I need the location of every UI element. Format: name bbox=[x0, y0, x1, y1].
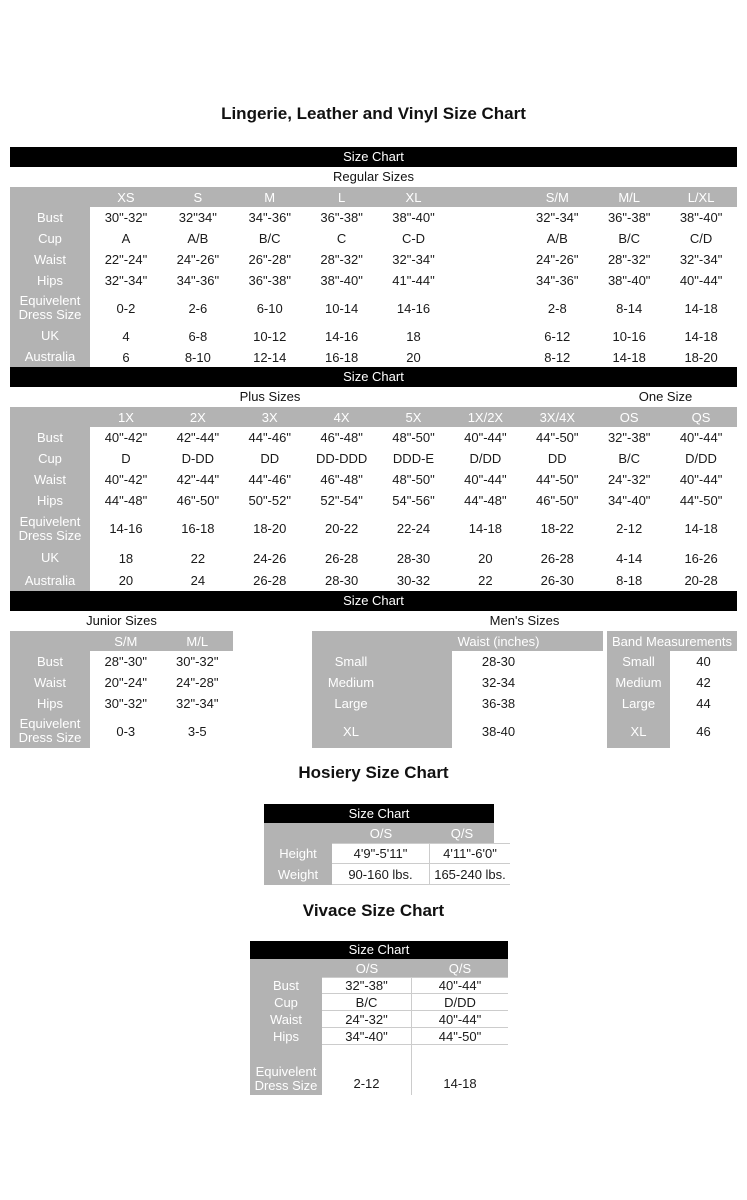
table-cell: 0-3 bbox=[116, 723, 136, 739]
table-cell: 46"-50" bbox=[176, 493, 220, 508]
mens-header-row bbox=[312, 631, 737, 651]
empty-cell bbox=[449, 228, 521, 249]
column-header: OS bbox=[593, 407, 665, 427]
table-cell: 52"-54" bbox=[320, 493, 363, 508]
table-cell: 26"-28" bbox=[248, 252, 291, 267]
table-cell: 24 bbox=[190, 573, 206, 588]
table-row bbox=[10, 714, 233, 748]
plus-header-row bbox=[10, 407, 737, 427]
table-cell: 44"-50" bbox=[412, 1028, 508, 1045]
table-cell: 41"-44" bbox=[392, 273, 435, 288]
empty-cell bbox=[250, 1045, 322, 1060]
table-cell: 165-240 lbs. bbox=[430, 864, 510, 885]
column-header: L/XL bbox=[665, 187, 737, 207]
row-label: Bust bbox=[10, 427, 90, 448]
table-cell: 44 bbox=[696, 696, 711, 711]
row-label: Waist bbox=[10, 672, 90, 693]
table-cell: 20 bbox=[406, 349, 421, 365]
table-cell: 34"-40" bbox=[322, 1028, 412, 1045]
table-cell: 36"-38" bbox=[248, 273, 291, 288]
table-cell: 38-40 bbox=[481, 723, 516, 739]
table-cell: 46"-50" bbox=[536, 493, 579, 508]
empty-cell bbox=[449, 325, 521, 347]
table-cell: 18-20 bbox=[253, 521, 287, 536]
column-header: 1X/2X bbox=[449, 407, 521, 427]
empty-cell bbox=[322, 1045, 412, 1060]
table-cell: 42"-44" bbox=[176, 430, 220, 445]
table-cell: 32"-38" bbox=[607, 430, 651, 445]
table-row bbox=[10, 490, 737, 511]
table-cell: 10-16 bbox=[612, 328, 646, 344]
one-size-heading: One Size bbox=[638, 389, 693, 404]
lingerie-size-table bbox=[10, 147, 737, 611]
table-cell: 12-14 bbox=[253, 349, 287, 365]
table-cell: 90-160 lbs. bbox=[332, 864, 430, 885]
table-cell: 14-16 bbox=[324, 328, 359, 344]
size-chart-bar: Size Chart bbox=[10, 367, 737, 387]
table-row bbox=[10, 207, 737, 228]
table-cell: 44"-48" bbox=[464, 493, 507, 508]
table-cell: 0-2 bbox=[116, 300, 136, 316]
column-header: Q/S bbox=[412, 959, 508, 977]
table-cell: 14-18 bbox=[612, 349, 646, 365]
table-cell: D-DD bbox=[181, 451, 215, 466]
regular-sizes-heading: Regular Sizes bbox=[333, 169, 414, 184]
hosiery-size-table bbox=[264, 804, 510, 885]
table-cell: 40"-44" bbox=[464, 430, 507, 445]
table-cell: 18-20 bbox=[684, 349, 718, 365]
table-cell: D/DD bbox=[412, 994, 508, 1011]
column-header: XS bbox=[90, 187, 162, 207]
table-cell: 30"-32" bbox=[104, 210, 148, 225]
table-row bbox=[312, 693, 737, 714]
junior-mens-heading-row bbox=[10, 611, 737, 631]
table-cell: 16-18 bbox=[324, 349, 359, 365]
table-cell: 38"-40" bbox=[392, 210, 435, 225]
table-cell: 40"-44" bbox=[464, 472, 507, 487]
table-cell: 26-28 bbox=[253, 573, 287, 588]
table-cell: 26-28 bbox=[540, 550, 574, 566]
table-cell: 32"-34" bbox=[392, 252, 435, 267]
table-cell: 20 bbox=[478, 550, 493, 566]
table-cell: 18 bbox=[406, 328, 421, 344]
table-cell: 16-26 bbox=[684, 550, 718, 566]
table-row bbox=[10, 249, 737, 270]
row-label: Cup bbox=[250, 994, 322, 1011]
table-cell: 20-28 bbox=[684, 573, 718, 588]
table-cell: 14-18 bbox=[684, 300, 718, 316]
table-cell: 32"-34" bbox=[536, 210, 579, 225]
empty-cell bbox=[449, 187, 521, 207]
table-cell: 32"-38" bbox=[322, 977, 412, 994]
column-header: M/L bbox=[162, 631, 234, 651]
table-cell: 22 bbox=[190, 550, 206, 566]
row-label: Hips bbox=[250, 1028, 322, 1045]
table-cell: 3-5 bbox=[187, 723, 207, 739]
table-cell: 10-12 bbox=[253, 328, 287, 344]
page-title: Lingerie, Leather and Vinyl Size Chart bbox=[221, 104, 526, 123]
table-cell: 20-22 bbox=[324, 521, 359, 536]
table-cell: 22"-24" bbox=[104, 252, 148, 267]
table-cell: 40"-44" bbox=[679, 273, 723, 288]
row-label: Height bbox=[264, 843, 332, 864]
column-header: 5X bbox=[378, 407, 450, 427]
empty-cell bbox=[264, 823, 332, 843]
junior-header-row bbox=[10, 631, 233, 651]
table-cell: 6-12 bbox=[544, 328, 571, 344]
column-header: Waist (inches) bbox=[452, 631, 603, 651]
column-header: S/M bbox=[90, 631, 162, 651]
table-cell: 24"-28" bbox=[176, 675, 219, 690]
size-chart-bar: Size Chart bbox=[10, 147, 737, 167]
table-row bbox=[10, 228, 737, 249]
table-cell: 4-14 bbox=[616, 550, 643, 566]
row-label: XL bbox=[312, 714, 452, 748]
empty-cell bbox=[449, 207, 521, 228]
table-cell: 24"-32" bbox=[322, 1011, 412, 1028]
table-cell: B/C bbox=[258, 231, 281, 246]
table-row bbox=[10, 570, 737, 591]
table-cell: 24"-26" bbox=[176, 252, 220, 267]
table-cell: 2-6 bbox=[188, 300, 208, 316]
row-label: Cup bbox=[10, 228, 90, 249]
table-cell: 30-32 bbox=[396, 573, 431, 588]
table-cell: 40"-42" bbox=[104, 472, 148, 487]
row-label: Waist bbox=[10, 469, 90, 490]
table-cell: 36"-38" bbox=[607, 210, 651, 225]
table-cell: 16-18 bbox=[181, 521, 215, 536]
column-header: M/L bbox=[593, 187, 665, 207]
table-cell: 40"-44" bbox=[679, 472, 723, 487]
mens-size-table bbox=[312, 631, 737, 748]
table-cell: D bbox=[121, 451, 131, 466]
empty-cell bbox=[449, 291, 521, 325]
table-cell: 28-30 bbox=[324, 573, 359, 588]
table-cell: 44"-48" bbox=[104, 493, 148, 508]
table-cell: 28-30 bbox=[396, 550, 431, 566]
table-row bbox=[312, 714, 737, 748]
row-label: Australia bbox=[10, 347, 90, 367]
row-label: Large bbox=[312, 693, 452, 714]
row-label: Large bbox=[607, 693, 670, 714]
table-cell: A/B bbox=[546, 231, 568, 246]
table-cell: 24"-26" bbox=[536, 252, 579, 267]
table-cell: 28"-30" bbox=[104, 654, 147, 669]
plus-sizes-heading: Plus Sizes bbox=[239, 389, 301, 404]
table-cell: 46 bbox=[696, 723, 711, 739]
table-cell: 14-18 bbox=[443, 1076, 477, 1091]
table-row bbox=[10, 325, 737, 347]
table-cell: 32"-34" bbox=[176, 696, 219, 711]
empty-cell bbox=[10, 407, 90, 427]
table-cell: DD-DDD bbox=[315, 451, 368, 466]
table-cell: 42 bbox=[696, 675, 711, 690]
column-header: 4X bbox=[306, 407, 378, 427]
size-chart-bar: Size Chart bbox=[264, 804, 494, 823]
empty-cell bbox=[10, 387, 90, 407]
vivace-size-table bbox=[250, 941, 508, 1095]
table-cell: 44"-50" bbox=[536, 430, 579, 445]
table-cell: 54"-56" bbox=[392, 493, 435, 508]
table-cell: 24-26 bbox=[253, 550, 287, 566]
column-header: 1X bbox=[90, 407, 162, 427]
row-label: Medium bbox=[607, 672, 670, 693]
table-cell: 40 bbox=[696, 654, 711, 669]
row-label: Waist bbox=[250, 1011, 322, 1028]
table-cell: B/C bbox=[618, 451, 641, 466]
table-cell: 38"-40" bbox=[679, 210, 723, 225]
table-cell: DD bbox=[547, 451, 567, 466]
empty-cell bbox=[10, 187, 90, 207]
column-header: O/S bbox=[332, 823, 430, 843]
row-label: Equivelent Dress Size bbox=[10, 511, 90, 546]
table-cell: C/D bbox=[689, 231, 713, 246]
table-cell: 6-8 bbox=[188, 328, 208, 344]
row-label: Equivelent Dress Size bbox=[10, 291, 90, 325]
table-cell: B/C bbox=[618, 231, 641, 246]
table-cell: 22 bbox=[478, 573, 493, 588]
junior-size-table bbox=[10, 631, 233, 748]
table-row bbox=[312, 651, 737, 672]
empty-cell bbox=[312, 631, 452, 651]
row-label: Waist bbox=[10, 249, 90, 270]
table-cell: 22-24 bbox=[396, 521, 431, 536]
table-cell: 14-18 bbox=[684, 521, 718, 536]
table-cell: 2-12 bbox=[616, 521, 643, 536]
empty-cell bbox=[450, 387, 594, 407]
table-cell: 30"-32" bbox=[176, 654, 219, 669]
table-row bbox=[10, 693, 233, 714]
table-cell: 28-30 bbox=[481, 654, 516, 669]
mens-sizes-heading: Men's Sizes bbox=[489, 613, 560, 628]
table-row bbox=[250, 994, 508, 1011]
table-cell: 40"-44" bbox=[412, 977, 508, 994]
table-cell: 46"-48" bbox=[320, 430, 363, 445]
table-cell: 14-18 bbox=[684, 328, 718, 344]
table-cell: 14-18 bbox=[468, 521, 503, 536]
table-row bbox=[10, 347, 737, 367]
table-row bbox=[10, 469, 737, 490]
table-cell: 8-12 bbox=[544, 349, 571, 365]
row-label: Hips bbox=[10, 270, 90, 291]
table-cell: 44"-50" bbox=[679, 493, 723, 508]
table-cell: 48"-50" bbox=[392, 430, 435, 445]
empty-cell bbox=[449, 270, 521, 291]
table-cell: 34"-40" bbox=[607, 493, 651, 508]
size-chart-bar: Size Chart bbox=[250, 941, 508, 959]
vivace-title: Vivace Size Chart bbox=[302, 901, 445, 920]
column-header: O/S bbox=[322, 959, 412, 977]
row-label: Bust bbox=[10, 651, 90, 672]
table-cell: 20"-24" bbox=[104, 675, 147, 690]
row-label: XL bbox=[607, 714, 670, 748]
row-label: Australia bbox=[10, 570, 90, 591]
table-cell: 32"-34" bbox=[104, 273, 148, 288]
table-cell: 14-16 bbox=[396, 300, 431, 316]
table-cell: 32"-34" bbox=[679, 252, 723, 267]
table-row bbox=[10, 291, 737, 325]
column-header: QS bbox=[665, 407, 737, 427]
table-cell: D/DD bbox=[685, 451, 717, 466]
table-row bbox=[312, 672, 737, 693]
table-row bbox=[10, 672, 233, 693]
column-header: L bbox=[306, 187, 378, 207]
table-row bbox=[10, 427, 737, 448]
table-cell: D/DD bbox=[469, 451, 502, 466]
table-cell: 44"-46" bbox=[248, 430, 291, 445]
table-cell: 8-18 bbox=[616, 573, 643, 588]
empty-cell bbox=[10, 631, 90, 651]
row-label: Hips bbox=[10, 693, 90, 714]
column-header: 3X/4X bbox=[521, 407, 593, 427]
table-cell: 34"-36" bbox=[536, 273, 579, 288]
table-cell: 50"-52" bbox=[248, 493, 291, 508]
table-cell: 8-14 bbox=[616, 300, 643, 316]
table-cell: 38"-40" bbox=[607, 273, 651, 288]
table-cell: 10-14 bbox=[324, 300, 359, 316]
row-label: Medium bbox=[312, 672, 452, 693]
table-cell: 30"-32" bbox=[104, 696, 147, 711]
table-cell: 36"-38" bbox=[320, 210, 363, 225]
table-cell: 28"-32" bbox=[320, 252, 363, 267]
row-label: Equivelent Dress Size bbox=[250, 1060, 322, 1095]
table-row bbox=[264, 864, 510, 885]
column-header: Band Measurements bbox=[607, 631, 737, 651]
table-cell: 4'9"-5'11" bbox=[332, 843, 430, 864]
row-label: Hips bbox=[10, 490, 90, 511]
table-cell: 40"-44" bbox=[679, 430, 723, 445]
column-header: S/M bbox=[521, 187, 593, 207]
table-cell: 40"-44" bbox=[412, 1011, 508, 1028]
regular-header-row bbox=[10, 187, 737, 207]
table-cell: B/C bbox=[322, 994, 412, 1011]
table-cell: 48"-50" bbox=[392, 472, 435, 487]
table-cell: 26-30 bbox=[540, 573, 574, 588]
table-cell: 20 bbox=[118, 573, 134, 588]
table-cell: C bbox=[336, 231, 347, 246]
column-header: 3X bbox=[234, 407, 306, 427]
table-row bbox=[250, 977, 508, 994]
table-cell: 18 bbox=[118, 550, 134, 566]
table-row bbox=[10, 270, 737, 291]
table-cell: 8-10 bbox=[184, 349, 211, 365]
table-row bbox=[10, 448, 737, 469]
spacer-row bbox=[250, 1045, 508, 1060]
row-label: UK bbox=[10, 546, 90, 570]
table-cell: C-D bbox=[401, 231, 426, 246]
table-cell: 4'11"-6'0" bbox=[430, 843, 510, 864]
row-label: Weight bbox=[264, 864, 332, 885]
table-cell: 14-16 bbox=[109, 521, 143, 536]
junior-sizes-heading: Junior Sizes bbox=[86, 613, 157, 628]
table-cell: 44"-50" bbox=[536, 472, 579, 487]
column-header: XL bbox=[378, 187, 450, 207]
row-label: Cup bbox=[10, 448, 90, 469]
table-cell: 38"-40" bbox=[320, 273, 363, 288]
table-cell: A bbox=[121, 231, 131, 246]
table-cell: 26-28 bbox=[324, 550, 359, 566]
row-label: UK bbox=[10, 325, 90, 347]
size-chart-bar: Size Chart bbox=[10, 591, 737, 611]
row-label: Bust bbox=[250, 977, 322, 994]
empty-cell bbox=[233, 631, 312, 748]
table-cell: 28"-32" bbox=[607, 252, 651, 267]
table-row bbox=[10, 546, 737, 570]
table-cell: 6-10 bbox=[256, 300, 283, 316]
table-cell: 34"-36" bbox=[248, 210, 291, 225]
table-cell: DD bbox=[260, 451, 280, 466]
table-cell: 40"-42" bbox=[104, 430, 148, 445]
table-cell: 36-38 bbox=[481, 696, 516, 711]
table-cell: 44"-46" bbox=[248, 472, 291, 487]
empty-cell bbox=[449, 347, 521, 367]
row-label: Small bbox=[607, 651, 670, 672]
table-row bbox=[250, 1011, 508, 1028]
table-row bbox=[250, 1060, 508, 1095]
table-cell: 32-34 bbox=[481, 675, 516, 690]
row-label: Equivelent Dress Size bbox=[10, 714, 90, 748]
column-header: Q/S bbox=[430, 823, 494, 843]
table-cell: DDD-E bbox=[392, 451, 435, 466]
table-cell: 2-12 bbox=[322, 1060, 412, 1095]
plus-onesize-heading-row bbox=[10, 387, 737, 407]
junior-mens-tables bbox=[10, 631, 737, 748]
empty-cell bbox=[449, 249, 521, 270]
table-row bbox=[250, 1028, 508, 1045]
table-cell: 6 bbox=[122, 349, 130, 365]
table-cell: 18-22 bbox=[540, 521, 574, 536]
table-row bbox=[10, 651, 233, 672]
empty-cell bbox=[233, 611, 312, 631]
table-cell: 32"34" bbox=[178, 210, 217, 225]
table-cell: 4 bbox=[122, 328, 130, 344]
vivace-header-row bbox=[250, 959, 508, 977]
hosiery-header-row bbox=[264, 823, 510, 843]
row-label: Bust bbox=[10, 207, 90, 228]
table-cell: 46"-48" bbox=[320, 472, 363, 487]
table-cell: 24"-32" bbox=[607, 472, 651, 487]
table-cell: 34"-36" bbox=[176, 273, 220, 288]
column-header: M bbox=[234, 187, 306, 207]
table-row bbox=[264, 843, 510, 864]
table-cell: 42"-44" bbox=[176, 472, 220, 487]
column-header: S bbox=[162, 187, 234, 207]
table-cell: 2-8 bbox=[547, 300, 567, 316]
empty-cell bbox=[250, 959, 322, 977]
row-label: Small bbox=[312, 651, 452, 672]
column-header: 2X bbox=[162, 407, 234, 427]
table-cell: A/B bbox=[187, 231, 209, 246]
table-row bbox=[10, 511, 737, 546]
hosiery-title: Hosiery Size Chart bbox=[298, 763, 449, 782]
empty-cell bbox=[412, 1045, 508, 1060]
